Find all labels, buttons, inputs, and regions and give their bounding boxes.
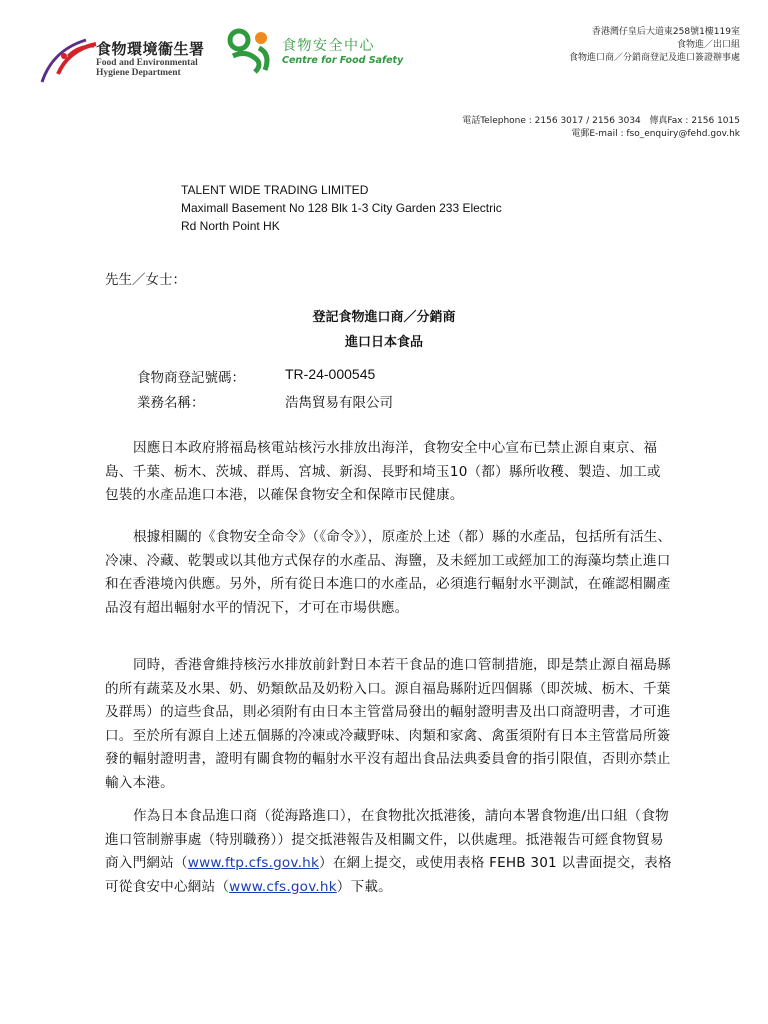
contact-info xyxy=(462,115,740,141)
registration-number-label: 食物商登記號碼： xyxy=(137,370,245,386)
recipient-address xyxy=(181,181,502,235)
office-address xyxy=(569,26,740,65)
ftp-portal-link[interactable]: www.ftp.cfs.gov.hk xyxy=(187,855,320,871)
business-name-label: 業務名稱： xyxy=(137,395,205,411)
address-line: 食物進口商／分銷商登記及進口簽證辦事處 xyxy=(568,53,740,63)
cfs-logo-icon xyxy=(225,26,279,76)
fax: 傳真Fax : 2156 1015 xyxy=(649,116,740,126)
cfs-name-en: Centre for Food Safety xyxy=(282,55,404,66)
cfs-name-cn: 食物安全中心 xyxy=(282,38,375,54)
fehd-name xyxy=(96,40,205,78)
body-text: 作為日本食品進口商（從海路進口），在食物批次抵港後，請向本署食物進/出口組（食物進口管制辦事處（特別職務））提交抵港報告及相關文件，以供處理。抵港報告可經食物貿易商入門網站（ xyxy=(105,808,669,871)
recipient-line: Rd North Point HK xyxy=(181,219,280,233)
cfs-website-link[interactable]: www.cfs.gov.hk xyxy=(229,878,337,895)
fehd-name-en-1: Food and Environmental xyxy=(96,58,198,68)
body-text: ）在網上提交，或使用表格 FEHB 301 以書面提交，表格可從食安中心網站（ xyxy=(105,855,672,895)
fehd-name-en-2: Hygiene Department xyxy=(96,68,181,78)
registration-number-value: TR-24-000545 xyxy=(285,366,376,382)
subject-line: 進口日本食品 xyxy=(344,335,423,350)
address-line: 香港灣仔皇后大道東258號1樓119室 xyxy=(591,27,740,37)
body-paragraph: 根據相關的《食物安全命令》（《命令》），原產於上述（都）縣的水產品，包括所有活生、冷凍、冷藏、乾製或以其他方式保存的水產品、海鹽，及未經加工或經加工的海藻均禁止進口和在香港境內供應。另外，所有從日本進口的水產品，必須進行輻射水平測試，在確認相關產品沒有超出輻射水平的情況下，才可在市場供應。 xyxy=(105,529,672,616)
fehd-name-cn: 食物環境衞生署 xyxy=(96,40,205,58)
address-line: 食物進／出口組 xyxy=(676,40,740,50)
body-paragraph: 同時，香港會維持核污水排放前針對日本若干食品的進口管制措施，即是禁止源自福島縣的所有蔬菜及水果、奶、奶類飲品及奶粉入口。源自福島縣附近四個縣（即茨城、栃木、千葉及群馬）的這些食品，則必須附有由日本主管當局發出的輻射證明書及出口商證明書，才可進口。至於所有源自上述五個縣的冷凍或冷藏野味、肉類和家禽、禽蛋須附有日本主管當局所簽發的輻射證明書，證明有關食物的輻射水平沒有超出食品法典委員會的指引限值，否則亦禁止輸入本港。 xyxy=(105,657,671,791)
subject-line: 登記食物進口商／分銷商 xyxy=(312,310,456,325)
body-paragraph: 因應日本政府將福島核電站核污水排放出海洋，食物安全中心宣布已禁止源自東京、福島、千葉、栃木、茨城、群馬、宮城、新潟、長野和埼玉10（都）縣所收穫、製造、加工或包裝的水產品進口本港，以確保食物安全和保障市民健康。 xyxy=(105,440,661,503)
business-name-value: 浩雋貿易有限公司 xyxy=(285,395,393,411)
recipient-line: TALENT WIDE TRADING LIMITED xyxy=(181,183,369,197)
salutation: 先生／女士： xyxy=(105,272,186,288)
phone-fax-line xyxy=(462,115,740,128)
cfs-name xyxy=(282,38,403,67)
body-text: ）下載。 xyxy=(336,878,392,895)
telephone: 電話Telephone : 2156 3017 / 2156 3034 xyxy=(462,116,641,126)
email: 電郵E-mail : fso_enquiry@fehd.gov.hk xyxy=(571,129,740,139)
body-paragraph xyxy=(105,805,673,899)
recipient-line: Maximall Basement No 128 Blk 1-3 City Garden 233 Electric xyxy=(181,201,502,215)
